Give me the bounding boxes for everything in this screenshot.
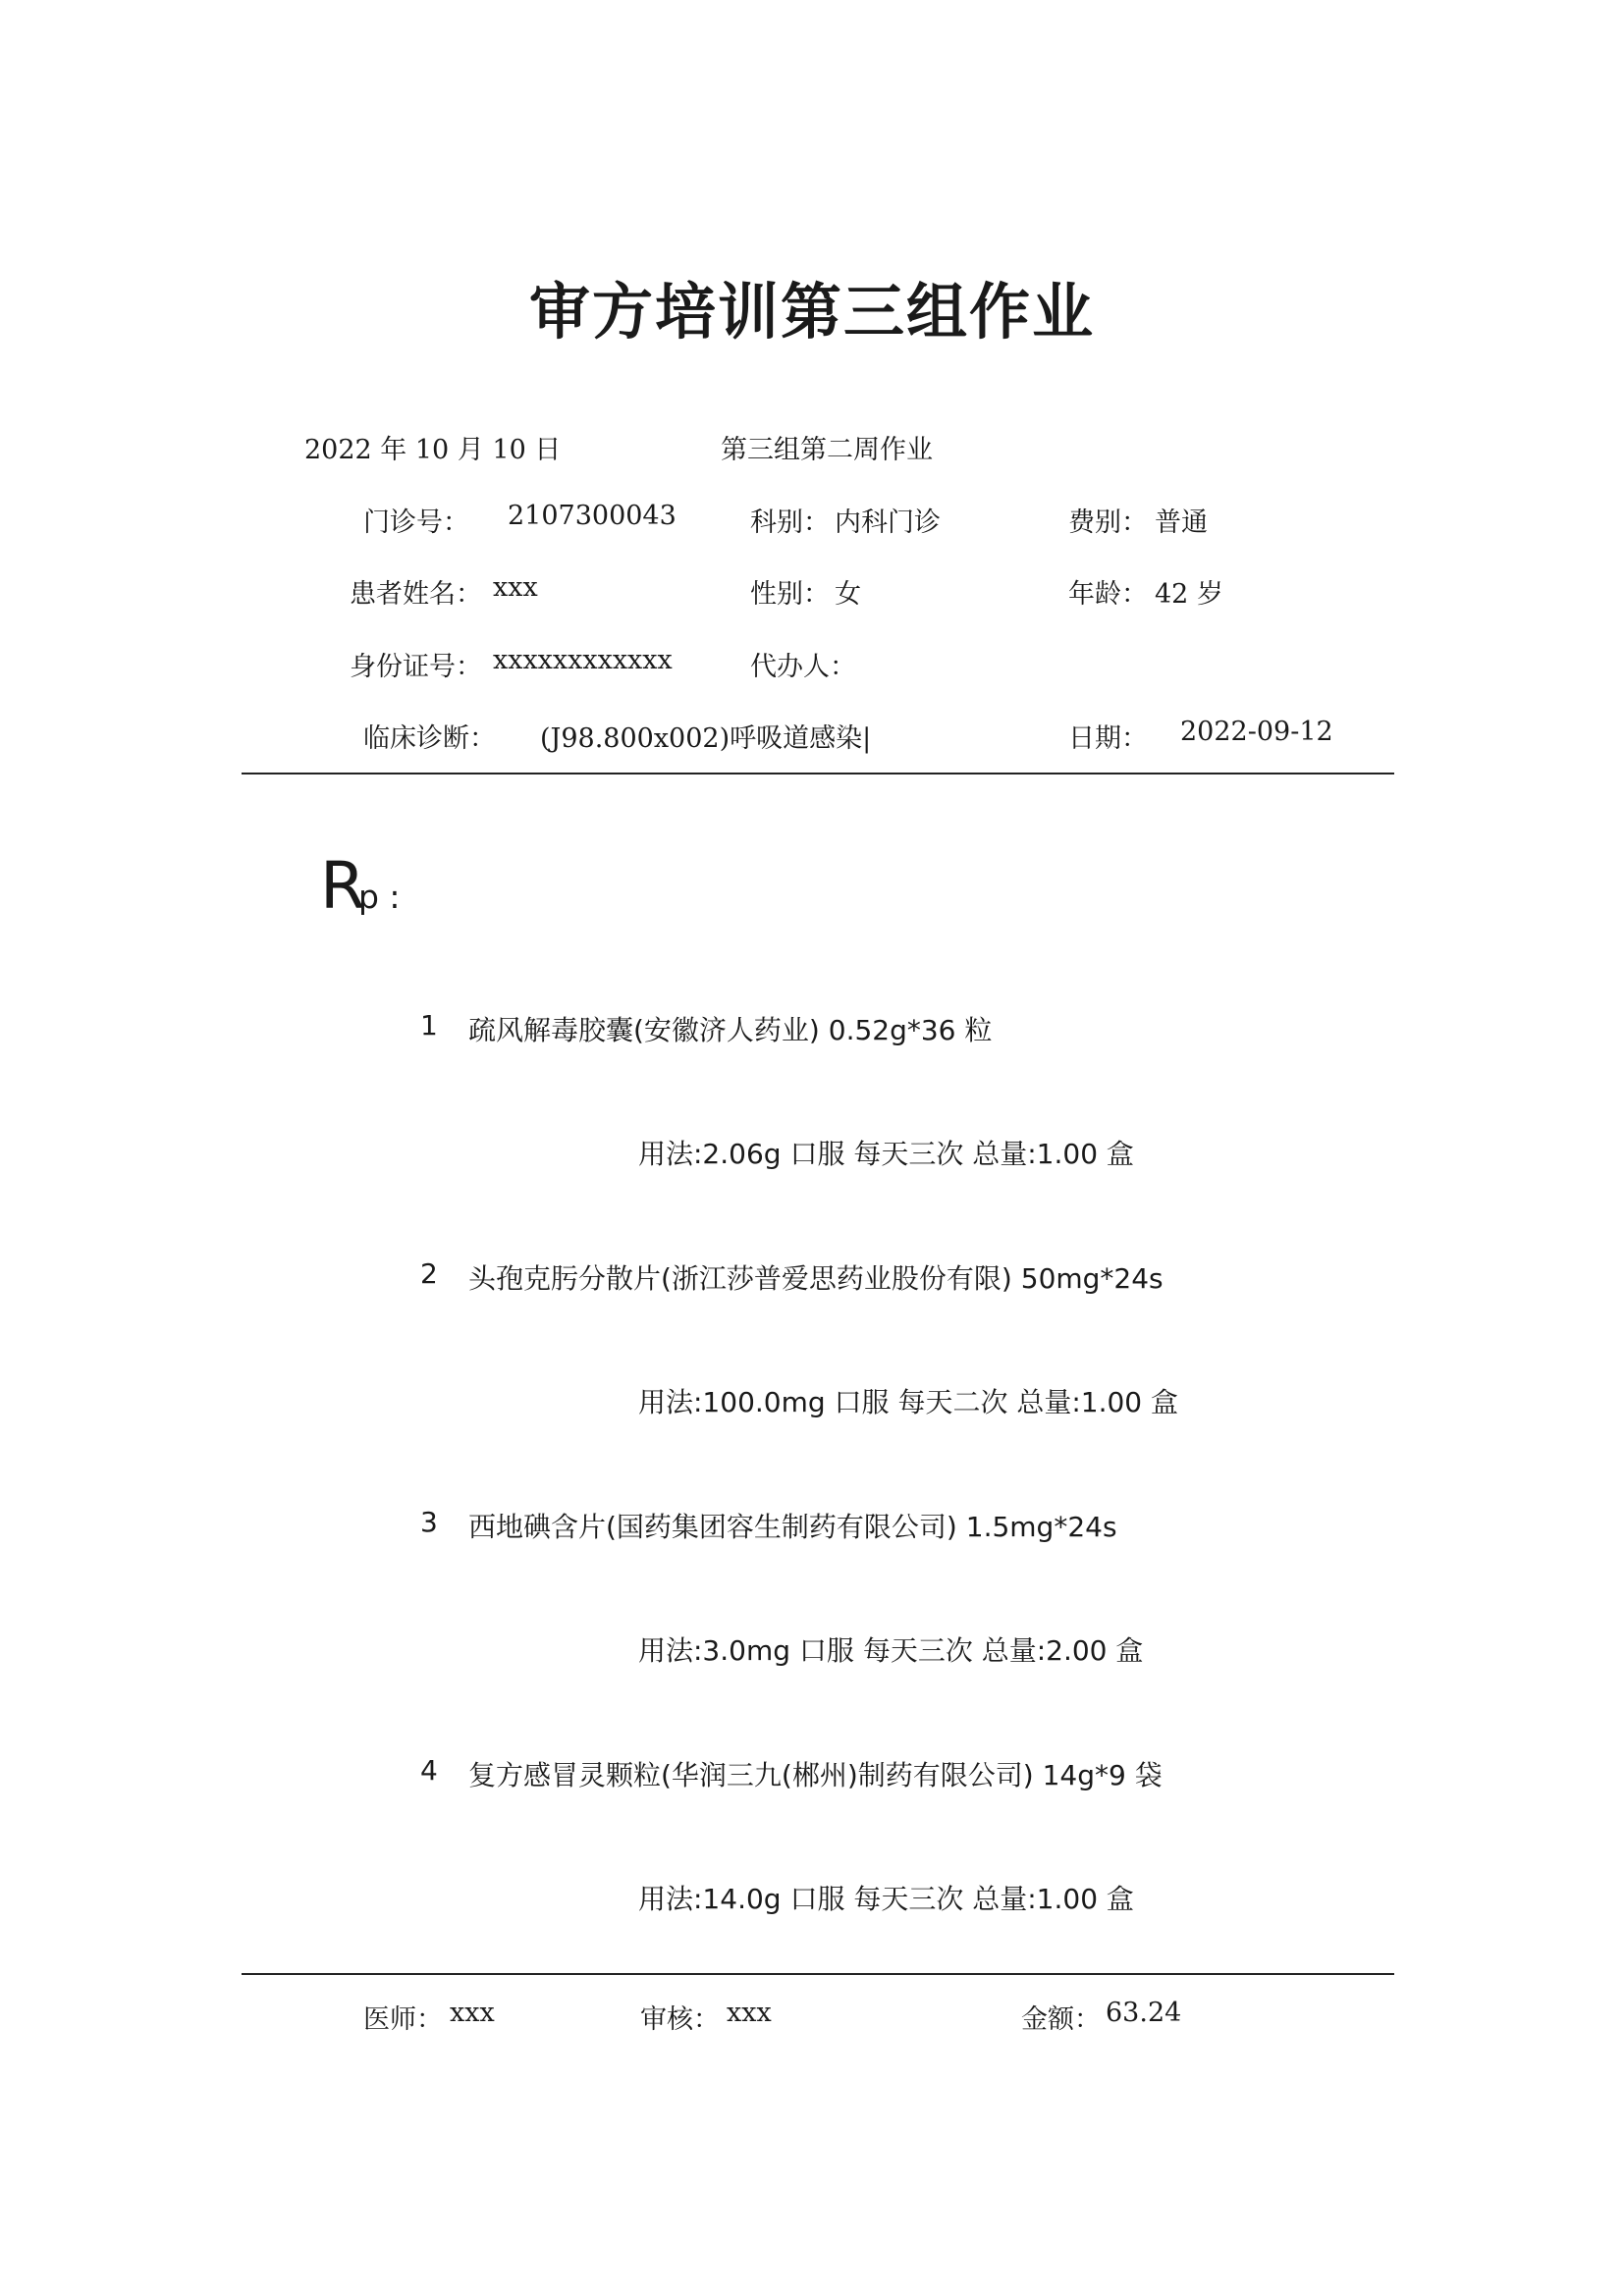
reviewer-label: 审核：	[640, 2004, 720, 2035]
footer-divider	[242, 1973, 1394, 1975]
diagnosis-label: 临床诊断：	[363, 723, 496, 754]
department-label: 科别：	[750, 507, 830, 538]
header-divider	[242, 773, 1394, 774]
amount-value: 63.24	[1106, 1998, 1182, 2028]
visit-date-value: 2022-09-12	[1180, 717, 1333, 747]
gender-value: 女	[835, 579, 861, 610]
age-value: 42 岁	[1155, 579, 1223, 610]
diagnosis-value: (J98.800x002)呼吸道感染|	[540, 723, 872, 754]
page-title: 审方培训第三组作业	[528, 276, 1095, 347]
doctor-label: 医师：	[363, 2004, 443, 2035]
agent-label: 代办人：	[750, 652, 856, 682]
visit-date-label: 日期：	[1068, 723, 1148, 754]
age-label: 年龄：	[1068, 579, 1148, 610]
clinic-no-label: 门诊号：	[363, 507, 469, 538]
gender-label: 性别：	[750, 579, 830, 610]
rx-drug: 疏风解毒胶囊(安徽济人药业) 0.52g*36 粒	[468, 1014, 993, 1046]
rx-number: 3	[420, 1506, 438, 1538]
id-no-value: xxxxxxxxxxxx	[493, 645, 673, 675]
rx-drug: 西地碘含片(国药集团容生制药有限公司) 1.5mg*24s	[468, 1511, 1117, 1543]
rx-usage: 用法:2.06g 口服 每天三次 总量:1.00 盒	[638, 1138, 1134, 1170]
doctor-value: xxx	[450, 1998, 495, 2028]
patient-name-label: 患者姓名：	[350, 579, 482, 610]
rp-subscript: p :	[358, 878, 401, 916]
rx-usage: 用法:3.0mg 口服 每天三次 总量:2.00 盒	[638, 1634, 1144, 1667]
document-date: 2022 年 10 月 10 日	[304, 435, 562, 465]
id-no-label: 身份证号：	[350, 652, 482, 682]
fee-type-label: 费别：	[1068, 507, 1148, 538]
fee-type-value: 普通	[1155, 507, 1208, 538]
rx-number: 2	[420, 1257, 438, 1290]
amount-label: 金额：	[1021, 2004, 1101, 2035]
reviewer-value: xxx	[727, 1998, 772, 2028]
rx-drug: 复方感冒灵颗粒(华润三九(郴州)制药有限公司) 14g*9 袋	[468, 1759, 1163, 1791]
rx-number: 1	[420, 1009, 438, 1041]
clinic-no-value: 2107300043	[508, 501, 677, 531]
rx-number: 4	[420, 1754, 438, 1787]
rx-usage: 用法:14.0g 口服 每天三次 总量:1.00 盒	[638, 1883, 1134, 1915]
patient-name-value: xxx	[493, 572, 538, 603]
rp-symbol: R	[320, 848, 365, 924]
rx-usage: 用法:100.0mg 口服 每天二次 总量:1.00 盒	[638, 1386, 1179, 1418]
department-value: 内科门诊	[835, 507, 941, 538]
document-subtitle: 第三组第二周作业	[721, 435, 933, 465]
rx-drug: 头孢克肟分散片(浙江莎普爱思药业股份有限) 50mg*24s	[468, 1262, 1164, 1295]
